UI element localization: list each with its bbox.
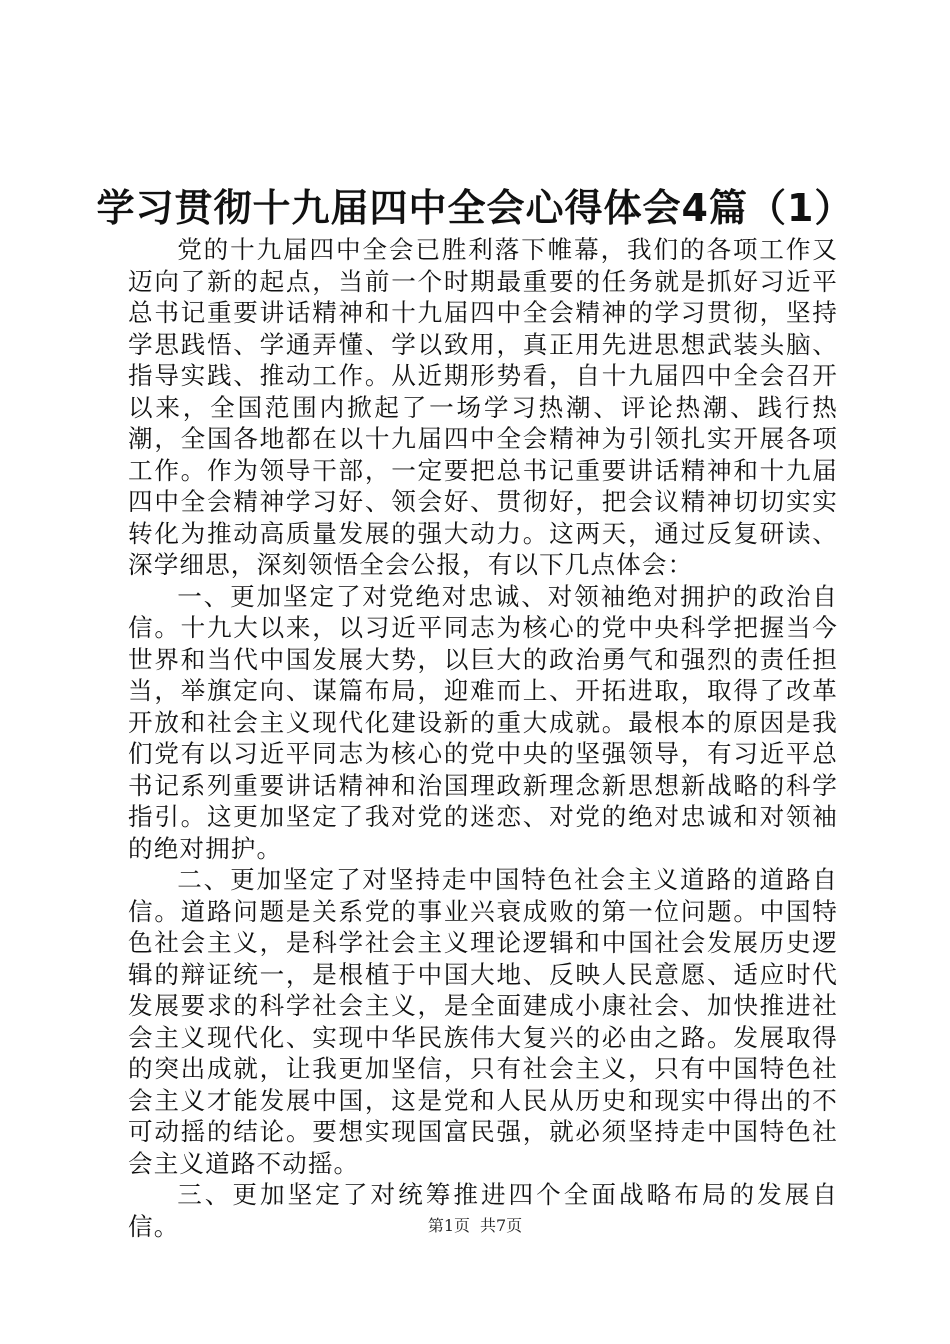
page-total: 共7页 [480,1216,523,1235]
page-number: 第1页 [427,1216,470,1235]
page-footer [0,1216,950,1236]
paragraph-intro: 党的十九届四中全会已胜利落下帷幕，我们的各项工作又迈向了新的起点，当前一个时期最重要的任务就是抓好习近平总书记重要讲话精神和十九届四中全会精神的学习贯彻，坚持学思践悟、学通弄懂、学以致用，真正用先进思想武装头脑、指导实践、推动工作。从近期形势看，自十九届四中全会召开以来，全国范围内掀起了一场学习热潮、评论热潮、践行热潮，全国各地都在以十九届四中全会精神为引领扎实开展各项工作。作为领导干部，一定要把总书记重要讲话精神和十九届四中全会精神学习好、领会好、贯彻好，把会议精神切切实实转化为推动高质量发展的强大动力。这两天，通过反复研读、深学细思，深刻领悟全会公报，有以下几点体会： [128,235,838,579]
document-title: 学习贯彻十九届四中全会心得体会4篇（1） [96,186,854,230]
document-body [128,234,838,1242]
paragraph-point-3: 三、更加坚定了对统筹推进四个全面战略布局的发展自信。 [128,1180,838,1241]
paragraph-point-1: 一、更加坚定了对党绝对忠诚、对领袖绝对拥护的政治自信。十九大以来，以习近平同志为核心的党中央科学把握当今世界和当代中国发展大势，以巨大的政治勇气和强烈的责任担当，举旗定向、谋篇布局，迎难而上、开拓进取，取得了改革开放和社会主义现代化建设新的重大成就。最根本的原因是我们党有以习近平同志为核心的党中央的坚强领导，有习近平总书记系列重要讲话精神和治国理政新理念新思想新战略的科学指引。这更加坚定了我对党的迷恋、对党的绝对忠诚和对领袖的绝对拥护。 [128,581,838,863]
paragraph-point-2: 二、更加坚定了对坚持走中国特色社会主义道路的道路自信。道路问题是关系党的事业兴衰成败的第一位问题。中国特色社会主义，是科学社会主义理论逻辑和中国社会发展历史逻辑的辩证统一，是根植于中国大地、反映人民意愿、适应时代发展要求的科学社会主义，是全面建成小康社会、加快推进社会主义现代化、实现中华民族伟大复兴的必由之路。发展取得的突出成就，让我更加坚信，只有社会主义，只有中国特色社会主义才能发展中国，这是党和人民从历史和现实中得出的不可动摇的结论。要想实现国富民强，就必须坚持走中国特色社会主义道路不动摇。 [128,865,838,1178]
